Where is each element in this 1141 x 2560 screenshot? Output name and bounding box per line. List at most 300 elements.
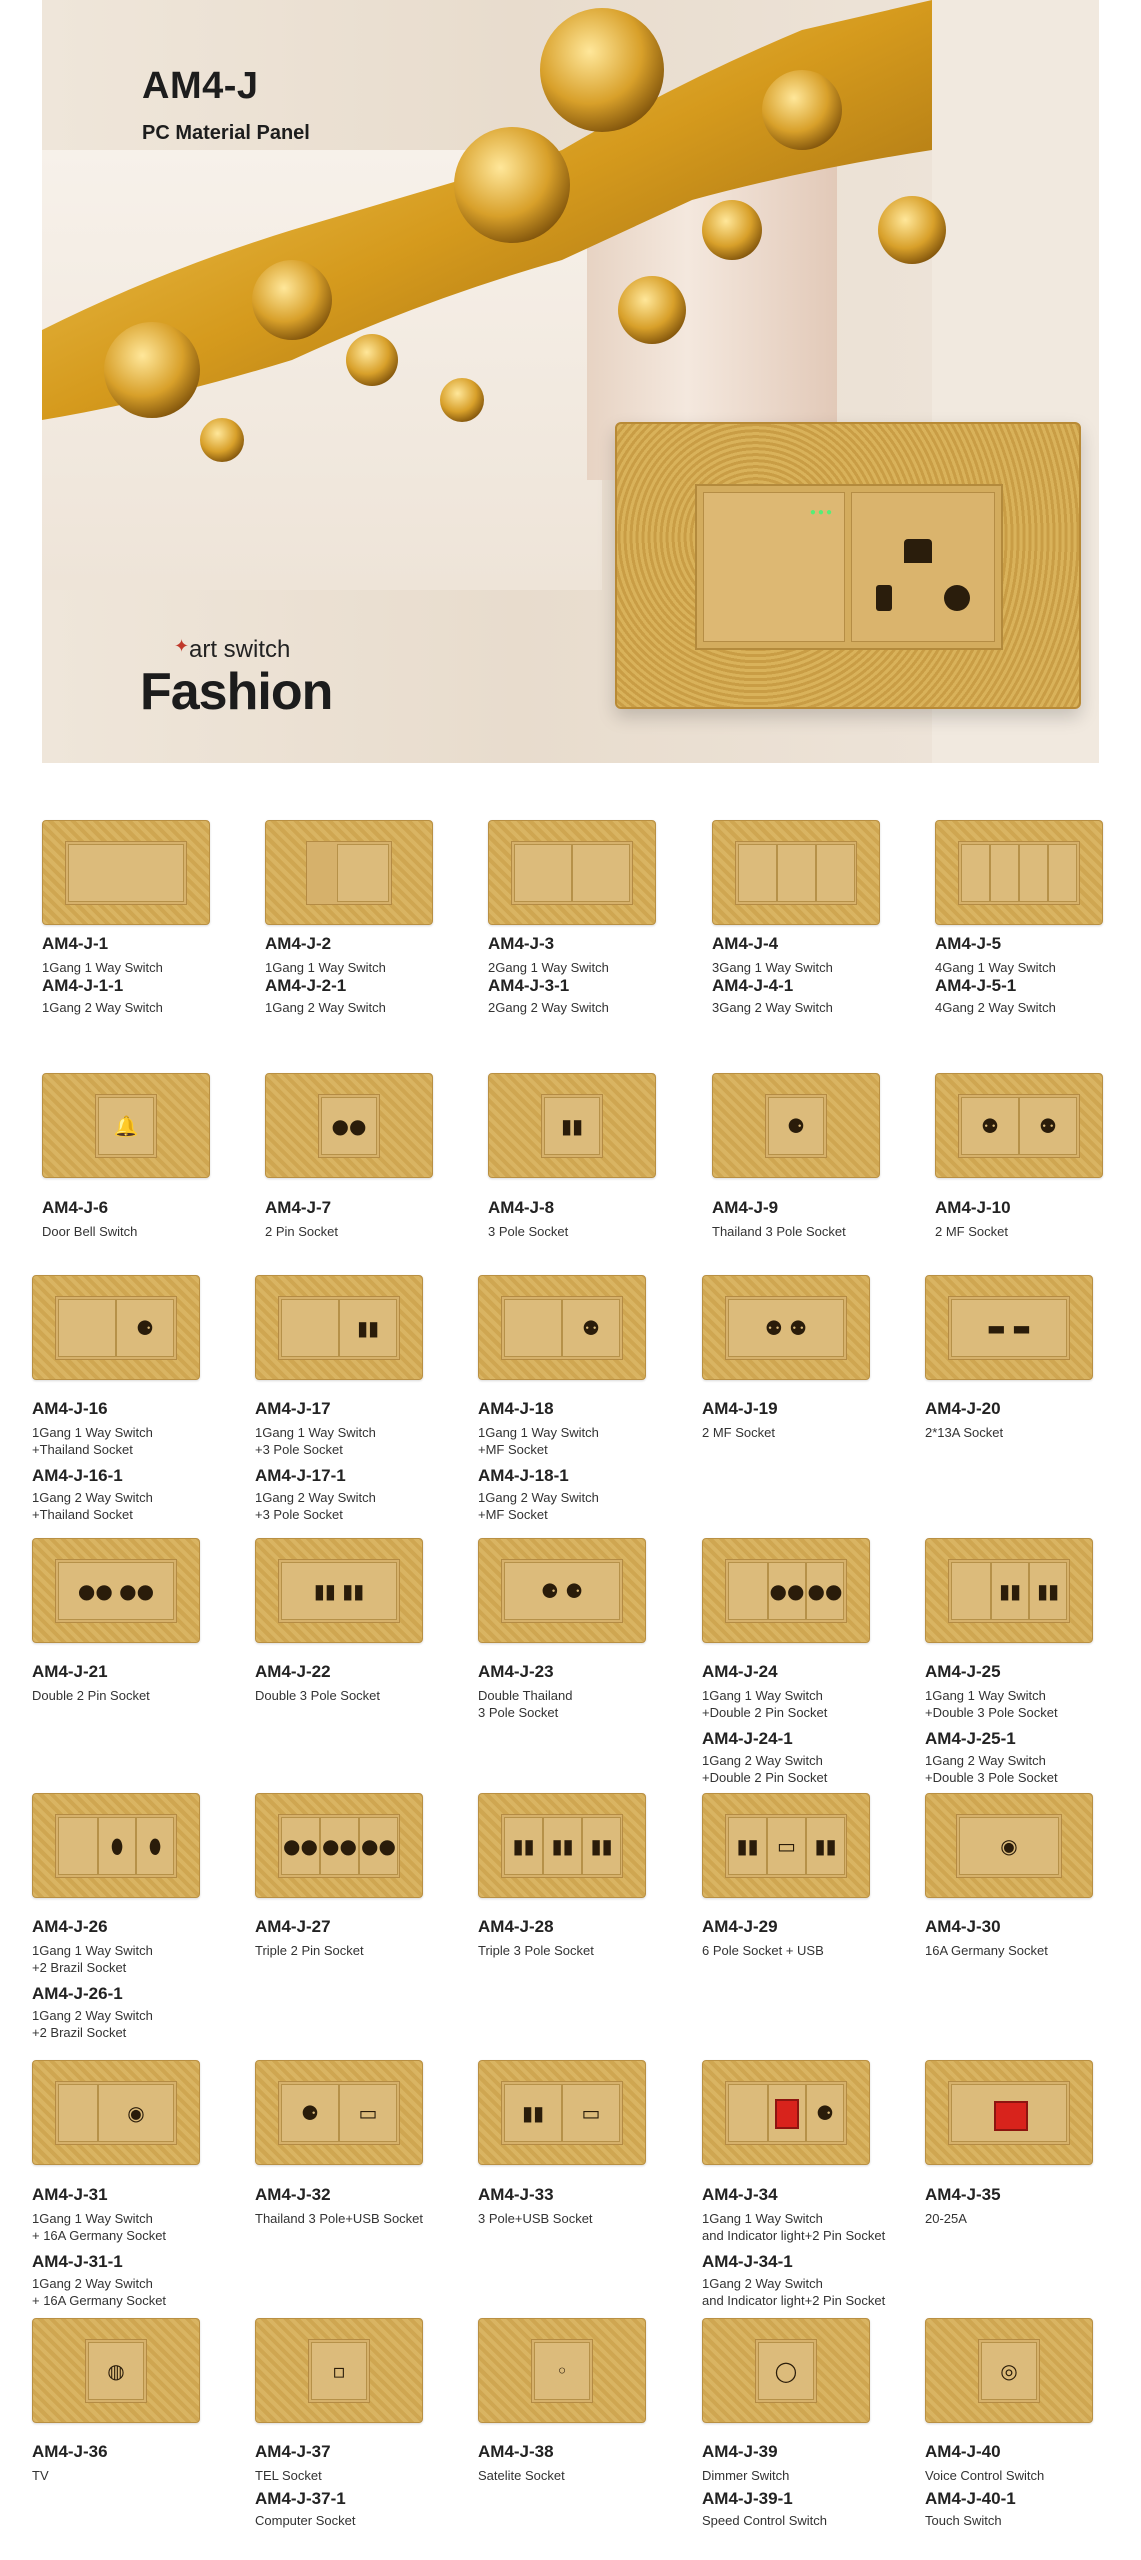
product-code: AM4-J-3 [488,934,555,953]
panel-module [281,2084,339,2142]
panel-module [728,2084,768,2142]
hero-socket [851,492,995,642]
product-code: AM4-J-8 [488,1198,555,1217]
panel-module [572,844,630,902]
product-code: AM4-J-32 [255,2185,331,2204]
socket-2pin-icon: ●● [361,1834,396,1858]
socket-13a-icon: ▬ ▬ [986,1316,1032,1340]
usb-icon: ▭ [358,2101,378,2125]
product-description-variant-line2: +2 Brazil Socket [32,2025,127,2040]
product-description-variant-line2: + 16A Germany Socket [32,2293,167,2308]
product-code: AM4-J-38 [478,2442,554,2461]
product-description: Double 2 Pin Socket [32,1688,150,1703]
product-description-line2: +3 Pole Socket [255,1442,343,1457]
socket-3pole-icon: ▮▮ ▮▮ [313,1579,365,1603]
product-code: AM4-J-2 [265,934,332,953]
product-code: AM4-J-26 [32,1917,108,1936]
panel-module [951,1299,1067,1357]
panel-module [58,1299,116,1357]
panel-module [504,2084,562,2142]
socket-mf-icon: ⚉ [981,1114,999,1138]
product-description-variant: 1Gang 2 Way Switch [255,1490,376,1505]
product-code: AM4-J-35 [925,2185,1001,2204]
product-image [32,1275,200,1380]
panel-module [758,2342,814,2400]
panel-module [728,1817,767,1875]
brand-title: Fashion [140,663,333,721]
product-description: 20-25A [925,2211,967,2226]
product-description: 1Gang 1 Way Switch [925,1688,1046,1703]
panel-module [504,1817,543,1875]
panel-plate [278,1814,400,1878]
panel-plate [958,841,1080,905]
product-description-variant: 1Gang 2 Way Switch [32,2008,153,2023]
product-code: AM4-J-23 [478,1662,554,1681]
product-image [488,1073,656,1178]
socket-mf-icon: ⚉ ⚉ [764,1316,808,1340]
panel-plate [278,1559,400,1623]
product-description: 1Gang 1 Way Switch [702,2211,823,2226]
panel-module [504,1562,620,1620]
panel-plate [735,841,857,905]
panel-module [582,1817,621,1875]
bell-icon: 🔔 [113,1114,139,1138]
product-code: AM4-J-5 [935,934,1002,953]
panel-module [728,1562,768,1620]
socket-3pole-icon: ▮▮ [551,1834,574,1858]
product-image [265,1073,433,1178]
panel-plate [978,2339,1040,2403]
product-code: AM4-J-16 [32,1399,108,1418]
product-code: AM4-J-24 [702,1662,778,1681]
panel-plate [55,1814,177,1878]
product-description: 3Gang 1 Way Switch [712,960,833,975]
panel-plate [55,1559,177,1623]
product-image [925,2318,1093,2423]
page-title: AM4-J [142,65,259,107]
product-description: 1Gang 1 Way Switch [32,2211,153,2226]
product-description-variant-line2: +MF Socket [478,1507,548,1522]
product-image [488,820,656,925]
product-code-variant: AM4-J-37-1 [255,2489,346,2508]
product-code-variant: AM4-J-4-1 [712,976,794,995]
indicator-dots-icon: ●●● [809,507,834,518]
product-code-variant: AM4-J-16-1 [32,1466,123,1485]
product-description-line2: +Thailand Socket [32,1442,133,1457]
product-code-variant: AM4-J-34-1 [702,2252,793,2271]
panel-plate [55,2081,177,2145]
product-description: Triple 3 Pole Socket [478,1943,594,1958]
panel-module [777,844,816,902]
product-image [42,820,210,925]
brand-star-icon: ✦ [174,636,190,656]
panel-module [339,1299,397,1357]
product-code: AM4-J-29 [702,1917,778,1936]
product-description: Dimmer Switch [702,2468,790,2483]
panel-module [337,844,389,902]
product-code-variant: AM4-J-5-1 [935,976,1017,995]
product-description-variant: 1Gang 2 Way Switch [925,1753,1046,1768]
panel-module [1019,1097,1077,1155]
panel-module [281,1817,320,1875]
panel-plate [541,1094,603,1158]
product-image [32,2060,200,2165]
socket-2pin-icon: ●● [322,1834,357,1858]
product-description-variant: 1Gang 2 Way Switch [702,2276,823,2291]
panel-module [281,1562,397,1620]
hero-panel-plate [695,484,1003,650]
socket-3pole-icon: ▮▮ [736,1834,759,1858]
panel-module [961,1097,1019,1155]
product-image [255,2318,423,2423]
brand-tagline: art switch [189,636,291,663]
socket-3pole-icon: ▮▮ [560,1114,583,1138]
product-description-line2: +MF Socket [478,1442,548,1457]
product-description: 2 Pin Socket [265,1224,338,1239]
usb-icon: ▭ [777,1834,796,1858]
panel-module [98,1097,154,1155]
panel-module [514,844,572,902]
socket-2pin-icon: ●● [283,1834,318,1858]
product-image [702,1275,870,1380]
product-description-line2: and Indicator light+2 Pin Socket [702,2228,886,2243]
panel-module [359,1817,398,1875]
product-description-variant-line2: +Double 2 Pin Socket [702,1770,828,1785]
product-code-variant: AM4-J-24-1 [702,1729,793,1748]
panel-module [990,844,1019,902]
panel-module [961,844,990,902]
product-description-variant-line2: +3 Pole Socket [255,1507,343,1522]
product-image [478,1275,646,1380]
socket-3pole-icon: ▮▮ [521,2101,544,2125]
product-description: 1Gang 1 Way Switch [32,1943,153,1958]
page-subtitle: PC Material Panel [142,122,310,144]
socket-3pole-icon: ▮▮ [512,1834,535,1858]
product-code-variant: AM4-J-31-1 [32,2252,123,2271]
panel-module [281,1299,339,1357]
product-image [32,1793,200,1898]
product-code: AM4-J-37 [255,2442,331,2461]
panel-plate [958,1094,1080,1158]
hero-switch-key [703,492,845,642]
product-description: Thailand 3 Pole+USB Socket [255,2211,424,2226]
socket-3pole-icon: ▮▮ [356,1316,379,1340]
panel-module [339,2084,397,2142]
product-description: 1Gang 1 Way Switch [265,960,386,975]
product-code-variant: AM4-J-17-1 [255,1466,346,1485]
product-code-variant: AM4-J-40-1 [925,2489,1016,2508]
hero-product-panel [615,422,1081,709]
product-image [702,1538,870,1643]
product-code: AM4-J-20 [925,1399,1001,1418]
panel-plate [306,841,392,905]
product-description: 4Gang 1 Way Switch [935,960,1056,975]
product-description-variant: 1Gang 2 Way Switch [478,1490,599,1505]
panel-module [534,2342,590,2400]
product-description: 16A Germany Socket [925,1943,1048,1958]
product-image [925,1793,1093,1898]
socket-2pin-icon: ●● [331,1114,367,1138]
product-description-line2: +Double 3 Pole Socket [925,1705,1058,1720]
product-code-variant: AM4-J-26-1 [32,1984,123,2003]
product-description: 2Gang 1 Way Switch [488,960,609,975]
product-code-variant: AM4-J-39-1 [702,2489,793,2508]
product-code: AM4-J-19 [702,1399,778,1418]
product-description: TV [32,2468,49,2483]
product-description-variant: 4Gang 2 Way Switch [935,1000,1056,1015]
product-code-variant: AM4-J-3-1 [488,976,570,995]
panel-plate [278,1296,400,1360]
panel-plate [765,1094,827,1158]
socket-mf-icon: ⚉ [1039,1114,1057,1138]
product-image [255,2060,423,2165]
panel-module [321,1097,377,1155]
panel-plate [725,1296,847,1360]
product-image [712,1073,880,1178]
product-description: 1Gang 1 Way Switch [255,1425,376,1440]
product-description: 1Gang 1 Way Switch [32,1425,153,1440]
product-image [32,1538,200,1643]
product-description: 2*13A Socket [925,1425,1004,1440]
panel-module [1029,1562,1067,1620]
product-image [702,2060,870,2165]
panel-plate [948,2081,1070,2145]
panel-module [543,1817,582,1875]
socket-mf-icon: ⚉ [582,1316,600,1340]
panel-plate [85,2339,147,2403]
product-image [255,1275,423,1380]
product-code-variant: AM4-J-18-1 [478,1466,569,1485]
panel-plate [501,1559,623,1623]
socket-germany-icon: ◉ [1000,1834,1018,1858]
panel-module [504,1299,562,1357]
usb-icon: ▭ [581,2101,601,2125]
panel-module [806,2084,844,2142]
indicator-light-icon [775,2099,799,2129]
panel-module [951,2084,1067,2142]
product-description-variant: 2Gang 2 Way Switch [488,1000,609,1015]
panel-module [562,2084,620,2142]
product-code: AM4-J-18 [478,1399,554,1418]
panel-module [959,1817,1059,1875]
panel-module [1019,844,1048,902]
panel-module [768,1097,824,1155]
product-description-variant: 1Gang 2 Way Switch [32,2276,153,2291]
panel-plate [725,2081,847,2145]
product-description: 3 Pole Socket [488,1224,569,1239]
panel-module [1048,844,1077,902]
product-code: AM4-J-22 [255,1662,331,1681]
socket-2pin-icon: ●● ●● [77,1579,155,1603]
panel-plate [755,2339,817,2403]
panel-module [806,1817,845,1875]
socket-brazil-icon: ⬮ [110,1834,124,1858]
panel-module [738,844,777,902]
product-image [478,2318,646,2423]
product-code: AM4-J-36 [32,2442,108,2461]
product-description-variant: Speed Control Switch [702,2513,828,2528]
panel-plate [501,1296,623,1360]
panel-plate [511,841,633,905]
product-code: AM4-J-17 [255,1399,331,1418]
socket-hole-icon [876,585,892,611]
product-description-line2: +Double 2 Pin Socket [702,1705,828,1720]
product-description: 1Gang 1 Way Switch [42,960,163,975]
product-code: AM4-J-10 [935,1198,1011,1217]
product-description-variant-line2: +Thailand Socket [32,1507,133,1522]
socket-thai-icon: ⚈ [136,1316,154,1340]
panel-module [58,2084,98,2142]
socket-hole-icon [944,585,970,611]
panel-module [816,844,855,902]
panel-plate [501,1814,623,1878]
product-code: AM4-J-1 [42,934,109,953]
product-code-variant: AM4-J-1-1 [42,976,124,995]
product-description-variant: 1Gang 2 Way Switch [702,1753,823,1768]
panel-plate [948,1559,1070,1623]
panel-module [116,1299,174,1357]
panel-module [58,1562,174,1620]
product-code: AM4-J-33 [478,2185,554,2204]
product-code-variant: AM4-J-25-1 [925,1729,1016,1748]
panel-module [767,1817,806,1875]
panel-module [320,1817,359,1875]
product-description-line2: + 16A Germany Socket [32,2228,167,2243]
socket-3pole-icon: ▮▮ [1036,1579,1059,1603]
product-image [32,2318,200,2423]
product-code: AM4-J-21 [32,1662,108,1681]
product-image [925,1538,1093,1643]
panel-plate [531,2339,593,2403]
socket-3pole-icon: ▮▮ [590,1834,613,1858]
product-image [702,2318,870,2423]
socket-brazil-icon: ⬮ [148,1834,162,1858]
socket-thai-icon: ⚈ ⚈ [540,1579,584,1603]
panel-module [562,1299,620,1357]
product-image [935,820,1103,925]
product-description-variant-line2: +Double 3 Pole Socket [925,1770,1058,1785]
product-code: AM4-J-4 [712,934,779,953]
product-description: Double Thailand [478,1688,573,1703]
panel-plate [95,1094,157,1158]
product-description-variant: 1Gang 2 Way Switch [42,1000,163,1015]
product-description: Double 3 Pole Socket [255,1688,381,1703]
panel-module [136,1817,174,1875]
product-code: AM4-J-34 [702,2185,778,2204]
panel-module [981,2342,1037,2400]
panel-plate [55,1296,177,1360]
product-code: AM4-J-39 [702,2442,778,2461]
panel-module [806,1562,844,1620]
panel-module [768,1562,806,1620]
product-description: TEL Socket [255,2468,322,2483]
tv-icon: ◍ [107,2359,125,2383]
product-code-variant: AM4-J-2-1 [265,976,347,995]
tel-icon: ▫ [332,2359,346,2383]
panel-plate [65,841,187,905]
satellite-icon: ◦ [556,2359,568,2383]
voice-sensor-icon: ◎ [1000,2359,1018,2383]
product-code: AM4-J-28 [478,1917,554,1936]
panel-module [991,1562,1029,1620]
dimmer-knob-icon: ◯ [774,2359,798,2383]
panel-module [728,1299,844,1357]
panel-module [68,844,184,902]
socket-3pole-icon: ▮▮ [814,1834,837,1858]
panel-plate [318,1094,380,1158]
panel-module [98,2084,174,2142]
product-description: Door Bell Switch [42,1224,138,1239]
product-image [478,1793,646,1898]
product-description: 2 MF Socket [935,1224,1008,1239]
product-description-variant: 3Gang 2 Way Switch [712,1000,833,1015]
panel-module [311,2342,367,2400]
socket-thai-icon: ⚈ [787,1114,805,1138]
product-image [712,820,880,925]
panel-module [58,1817,98,1875]
product-description: 6 Pole Socket + USB [702,1943,824,1958]
product-code: AM4-J-9 [712,1198,779,1217]
product-image [925,2060,1093,2165]
product-code: AM4-J-30 [925,1917,1001,1936]
product-description: 3 Pole+USB Socket [478,2211,593,2226]
product-description-variant: 1Gang 2 Way Switch [32,1490,153,1505]
product-description-variant: 1Gang 2 Way Switch [265,1000,386,1015]
product-code: AM4-J-27 [255,1917,331,1936]
product-image [42,1073,210,1178]
product-image [702,1793,870,1898]
socket-thai-icon: ⚈ [816,2101,834,2125]
product-code: AM4-J-31 [32,2185,108,2204]
panel-plate [725,1814,847,1878]
product-code: AM4-J-40 [925,2442,1001,2461]
product-description: Voice Control Switch [925,2468,1045,2483]
socket-2pin-icon: ●● [807,1579,843,1603]
product-description: 1Gang 1 Way Switch [478,1425,599,1440]
hero-banner [42,0,1099,763]
product-description-variant: Computer Socket [255,2513,356,2528]
panel-plate [308,2339,370,2403]
panel-module [98,1817,136,1875]
socket-2pin-icon: ●● [769,1579,805,1603]
product-code: AM4-J-6 [42,1198,109,1217]
panel-plate [948,1296,1070,1360]
product-code: AM4-J-7 [265,1198,332,1217]
panel-module [768,2084,806,2142]
panel-module [951,1562,991,1620]
socket-3pole-icon: ▮▮ [998,1579,1021,1603]
product-image [255,1793,423,1898]
product-code: AM4-J-25 [925,1662,1001,1681]
panel-plate [278,2081,400,2145]
product-description: Triple 2 Pin Socket [255,1943,364,1958]
product-description-variant-line2: and Indicator light+2 Pin Socket [702,2293,886,2308]
product-image [478,2060,646,2165]
product-description: Thailand 3 Pole Socket [712,1224,846,1239]
product-image [478,1538,646,1643]
product-image [935,1073,1103,1178]
socket-germany-icon: ◉ [127,2101,145,2125]
panel-module [88,2342,144,2400]
product-image [255,1538,423,1643]
product-image [265,820,433,925]
product-description-variant: Touch Switch [925,2513,1002,2528]
product-description: 2 MF Socket [702,1425,775,1440]
product-description: Satelite Socket [478,2468,565,2483]
product-description-line2: +2 Brazil Socket [32,1960,127,1975]
product-description-line2: 3 Pole Socket [478,1705,559,1720]
panel-plate [956,1814,1062,1878]
